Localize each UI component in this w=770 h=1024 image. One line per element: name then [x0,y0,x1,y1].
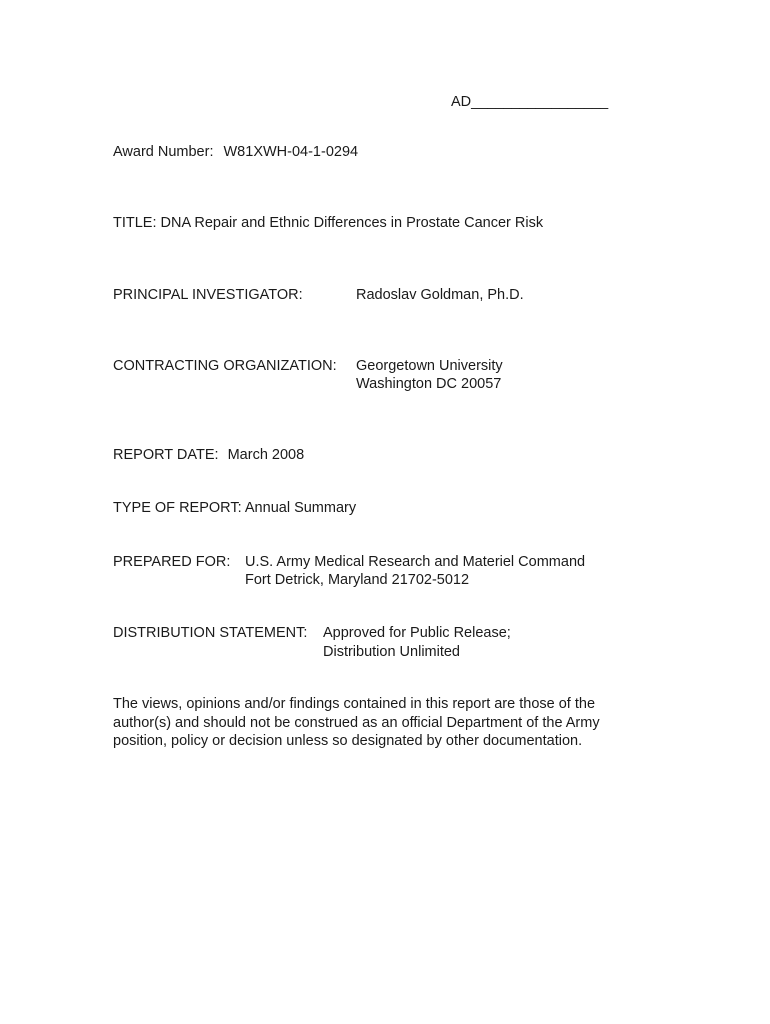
report-date-value: March 2008 [227,447,305,463]
award-number-label: Award Number: [113,144,214,160]
report-date [113,446,304,464]
distribution-statement-line2: Distribution Unlimited [323,644,460,660]
principal-investigator-label: PRINCIPAL INVESTIGATOR: [113,287,303,303]
prepared-for-label: PREPARED FOR: [113,554,231,570]
report-title-label: TITLE: [113,215,157,231]
prepared-for-line1: U.S. Army Medical Research and Materiel Command [245,554,586,570]
ad-number-line: AD_________________ [451,94,609,110]
report-type-value: Annual Summary [244,500,357,516]
report-type-label: TYPE OF REPORT: [113,500,242,516]
report-title [113,214,543,232]
principal-investigator-value: Radoslav Goldman, Ph.D. [356,287,524,303]
report-title-value: DNA Repair and Ethnic Differences in Prostate Cancer Risk [160,215,544,231]
report-type [113,499,356,517]
report-date-label: REPORT DATE: [113,447,219,463]
award-number [113,143,358,161]
contracting-organization-line2: Washington DC 20057 [356,376,502,392]
award-number-value: W81XWH-04-1-0294 [223,144,359,160]
disclaimer-paragraph: The views, opinions and/or findings contained in this report are those of the author(s) and should not be construed as an official Department of the Army position, policy or decision unless so designated by other documentation. [113,696,600,749]
distribution-statement-label: DISTRIBUTION STATEMENT: [113,625,308,641]
distribution-statement-line1: Approved for Public Release; [323,625,511,641]
contracting-organization-label: CONTRACTING ORGANIZATION: [113,358,337,374]
contracting-organization-line1: Georgetown University [356,358,503,374]
prepared-for-line2: Fort Detrick, Maryland 21702-5012 [245,572,470,588]
